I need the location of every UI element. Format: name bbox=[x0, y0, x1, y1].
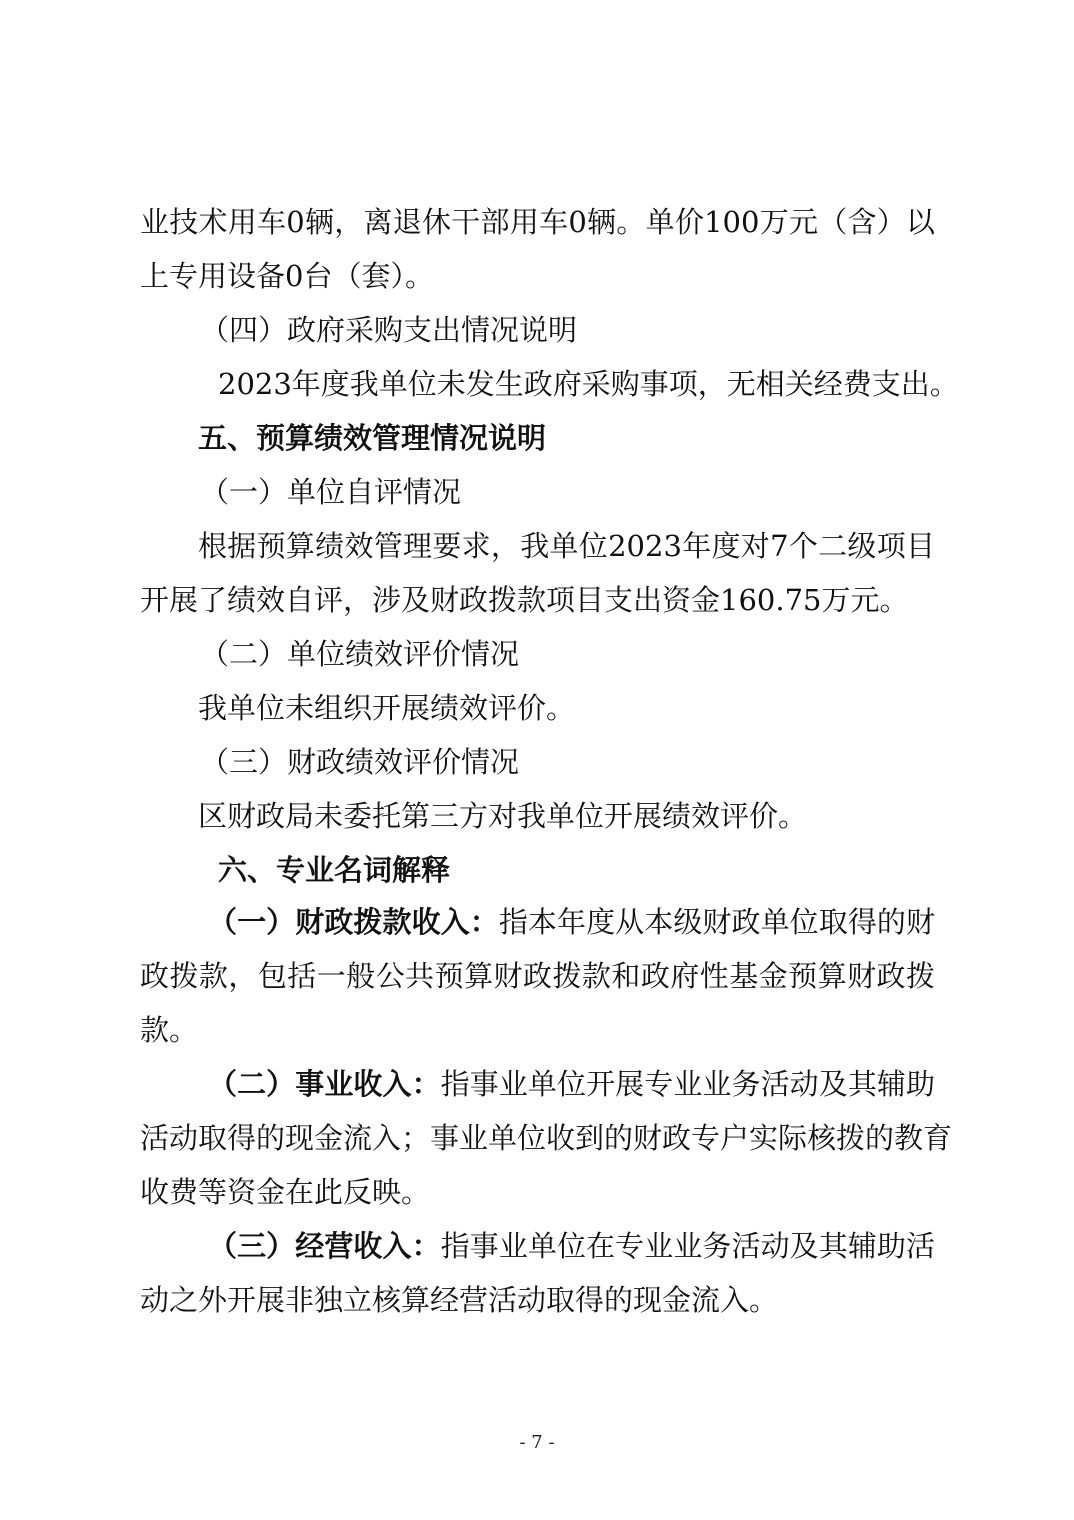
term-definition: 指事业单位开展专业业务活动及其辅助 bbox=[440, 1067, 935, 1101]
body-line: 活动取得的现金流入；事业单位收到的财政专户实际核拨的教育 bbox=[140, 1121, 953, 1155]
term-definition: 指事业单位在专业业务活动及其辅助活 bbox=[440, 1229, 935, 1263]
page-number: - 7 - bbox=[519, 1432, 555, 1453]
subsection-heading: （四）政府采购支出情况说明 bbox=[200, 313, 578, 347]
body-line: 2023年度我单位未发生政府采购事项，无相关经费支出。 bbox=[218, 367, 959, 401]
body-line: 根据预算绩效管理要求，我单位2023年度对7个二级项目 bbox=[198, 529, 935, 563]
term-label: （二）事业收入： bbox=[208, 1067, 441, 1101]
subsection-heading: （三）财政绩效评价情况 bbox=[200, 745, 520, 779]
definition-line bbox=[208, 1226, 935, 1266]
body-line: 业技术用车0辆，离退休干部用车0辆。单价100万元（含）以 bbox=[140, 205, 935, 239]
body-line: 款。 bbox=[140, 1013, 199, 1047]
body-line: 政拨款，包括一般公共预算财政拨款和政府性基金预算财政拨 bbox=[140, 959, 935, 993]
body-line: 区财政局未委托第三方对我单位开展绩效评价。 bbox=[198, 799, 808, 833]
subsection-heading: （二）单位绩效评价情况 bbox=[200, 637, 520, 671]
subsection-heading: （一）单位自评情况 bbox=[200, 475, 462, 509]
section-heading: 六、专业名词解释 bbox=[218, 853, 451, 887]
definition-line bbox=[208, 1064, 935, 1104]
body-line: 我单位未组织开展绩效评价。 bbox=[198, 691, 576, 725]
body-line: 收费等资金在此反映。 bbox=[140, 1175, 431, 1209]
definition-line bbox=[208, 902, 935, 942]
section-heading: 五、预算绩效管理情况说明 bbox=[198, 421, 547, 455]
body-line: 动之外开展非独立核算经营活动取得的现金流入。 bbox=[140, 1283, 779, 1317]
term-definition: 指本年度从本级财政单位取得的财 bbox=[498, 905, 935, 939]
term-label: （一）财政拨款收入： bbox=[208, 905, 499, 939]
term-label: （三）经营收入： bbox=[208, 1229, 441, 1263]
body-line: 上专用设备0台（套）。 bbox=[140, 259, 434, 293]
body-line: 开展了绩效自评，涉及财政拨款项目支出资金160.75万元。 bbox=[140, 583, 909, 617]
